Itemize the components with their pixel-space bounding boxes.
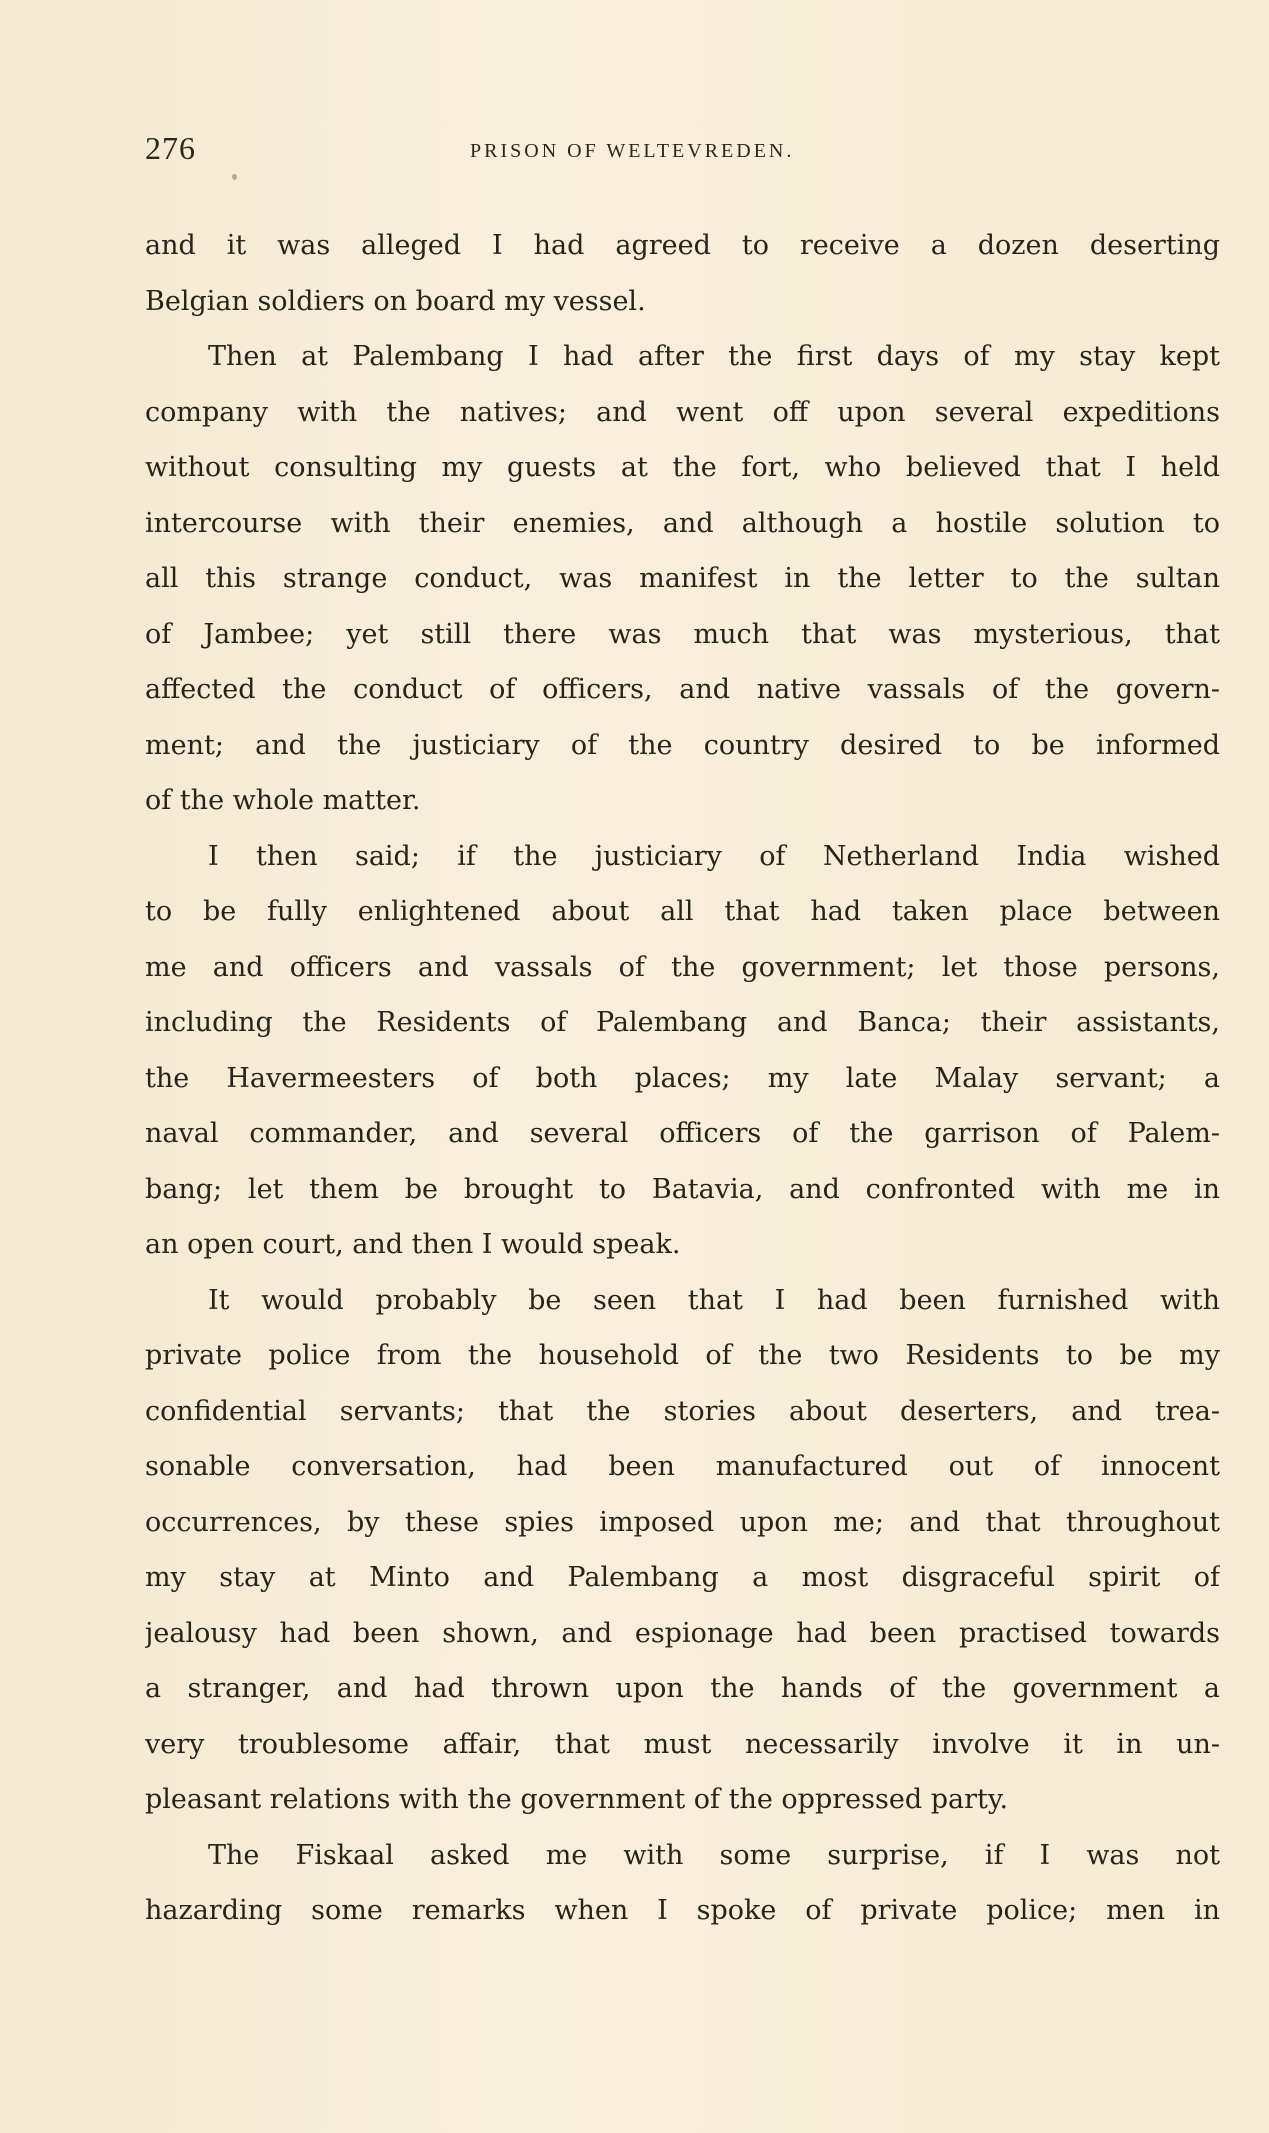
text-line: Belgian soldiers on board my vessel. xyxy=(145,285,646,317)
text-line: naval commander, and several officers of the garrison of Palem- xyxy=(145,1118,1220,1149)
text-line: an open court, and then I would speak. xyxy=(145,1229,681,1260)
text-line: my stay at Minto and Palembang a most disgraceful spirit of xyxy=(145,1562,1220,1593)
body-text xyxy=(145,218,1220,1939)
text-line: and it was alleged I had agreed to receive a dozen deserting xyxy=(145,230,1220,261)
text-line: me and officers and vassals of the government; let those persons, xyxy=(145,951,1220,983)
text-line: pleasant relations with the government of the oppressed party. xyxy=(145,1784,1009,1815)
text-line: private police from the household of the two Residents to be my xyxy=(145,1340,1220,1371)
text-line: very troublesome affair, that must necessarily involve it in un- xyxy=(145,1728,1220,1760)
text-line: confidential servants; that the stories about deserters, and trea- xyxy=(145,1395,1220,1427)
text-line: of Jambee; yet still there was much that was mysterious, that xyxy=(145,618,1220,650)
ink-speck xyxy=(232,174,237,180)
text-line: jealousy had been shown, and espionage had been practised towards xyxy=(145,1617,1220,1649)
text-line: including the Residents of Palembang and Banca; their assistants, xyxy=(145,1007,1220,1038)
text-line: intercourse with their enemies, and although a hostile solution to xyxy=(145,507,1220,539)
text-line: the Havermeesters of both places; my late Malay servant; a xyxy=(145,1062,1220,1094)
page-number: 276 xyxy=(145,130,196,166)
text-line: ment; and the justiciary of the country desired to be informed xyxy=(145,729,1220,761)
page-header xyxy=(145,130,1220,170)
text-line: to be fully enlightened about all that had taken place between xyxy=(145,896,1220,927)
text-line: I then said; if the justiciary of Netherland India wished xyxy=(208,840,1220,872)
text-line: The Fiskaal asked me with some surprise, if I was not xyxy=(208,1839,1220,1871)
text-line: hazarding some remarks when I spoke of private police; men in xyxy=(145,1895,1220,1926)
text-line: bang; let them be brought to Batavia, and confronted with me in xyxy=(145,1173,1220,1205)
text-line: sonable conversation, had been manufactured out of innocent xyxy=(145,1451,1220,1482)
text-line: It would probably be seen that I had been furnished with xyxy=(208,1284,1220,1316)
text-line: occurrences, by these spies imposed upon me; and that throughout xyxy=(145,1506,1220,1538)
text-line: all this strange conduct, was manifest in the letter to the sultan xyxy=(145,563,1220,594)
text-line: affected the conduct of officers, and native vassals of the govern- xyxy=(145,674,1220,705)
text-line: Then at Palembang I had after the first days of my stay kept xyxy=(208,341,1220,372)
running-title: PRISON OF WELTEVREDEN. xyxy=(470,140,795,162)
text-line: of the whole matter. xyxy=(145,785,421,816)
text-line: without consulting my guests at the fort, who believed that I held xyxy=(145,452,1220,483)
text-line: company with the natives; and went off upon several expeditions xyxy=(145,396,1220,428)
text-line: a stranger, and had thrown upon the hands of the government a xyxy=(145,1673,1220,1704)
